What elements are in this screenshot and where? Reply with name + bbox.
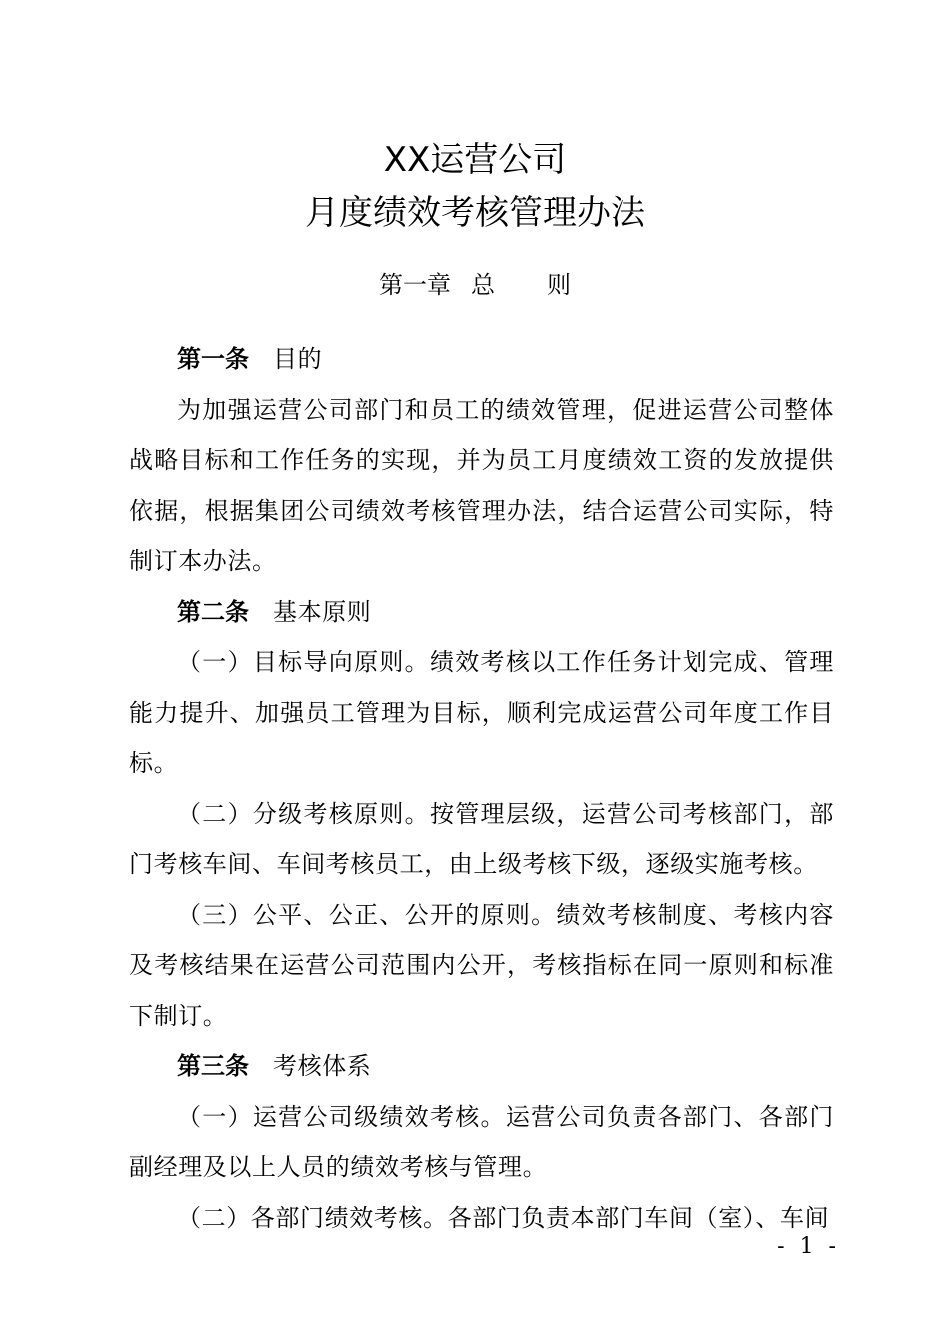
article-heading xyxy=(129,587,834,638)
article-heading xyxy=(129,334,834,385)
article-label: 第三条 xyxy=(177,1052,249,1080)
paragraph: （一）目标导向原则。绩效考核以工作任务计划完成、管理能力提升、加强员工管理为目标，顺利完成运营公司年度工作目标。 xyxy=(129,648,834,777)
paragraph: （二）各部门绩效考核。各部门负责本部门车间（室）、车间 xyxy=(177,1203,830,1232)
paragraph: （三）公平、公正、公开的原则。绩效考核制度、考核内容及考核结果在运营公司范围内公开，考核指标在同一原则和标准下制订。 xyxy=(129,900,834,1030)
paragraph: （一）运营公司级绩效考核。运营公司负责各部门、各部门副经理及以上人员的绩效考核与管理。 xyxy=(129,1102,834,1181)
document-title-line1: XX运营公司 xyxy=(383,140,567,180)
page-number: - 1 - xyxy=(777,1234,840,1259)
article-title: 考核体系 xyxy=(273,1052,372,1080)
article-label: 第二条 xyxy=(177,597,249,626)
paragraph: 为加强运营公司部门和员工的绩效管理，促进运营公司整体战略目标和工作任务的实现，并为员工月度绩效工资的发放提供依据，根据集团公司绩效考核管理办法，结合运营公司实际，特制订本办法。 xyxy=(129,395,834,575)
document-title-line2: 月度绩效考核管理办法 xyxy=(305,193,645,233)
chapter-number: 第一章 xyxy=(379,271,451,299)
article-title: 目的 xyxy=(273,345,323,373)
paragraph: （二）分级考核原则。按管理层级，运营公司考核部门，部门考核车间、车间考核员工，由上级考核下级，逐级实施考核。 xyxy=(129,799,834,878)
article-heading xyxy=(129,1041,834,1092)
document-body xyxy=(129,334,834,1243)
article-label: 第一条 xyxy=(177,345,249,373)
chapter-name-part1: 总 xyxy=(471,271,495,299)
chapter-name-part2: 则 xyxy=(547,271,571,299)
article-title: 基本原则 xyxy=(273,597,372,626)
chapter-heading xyxy=(0,268,950,302)
